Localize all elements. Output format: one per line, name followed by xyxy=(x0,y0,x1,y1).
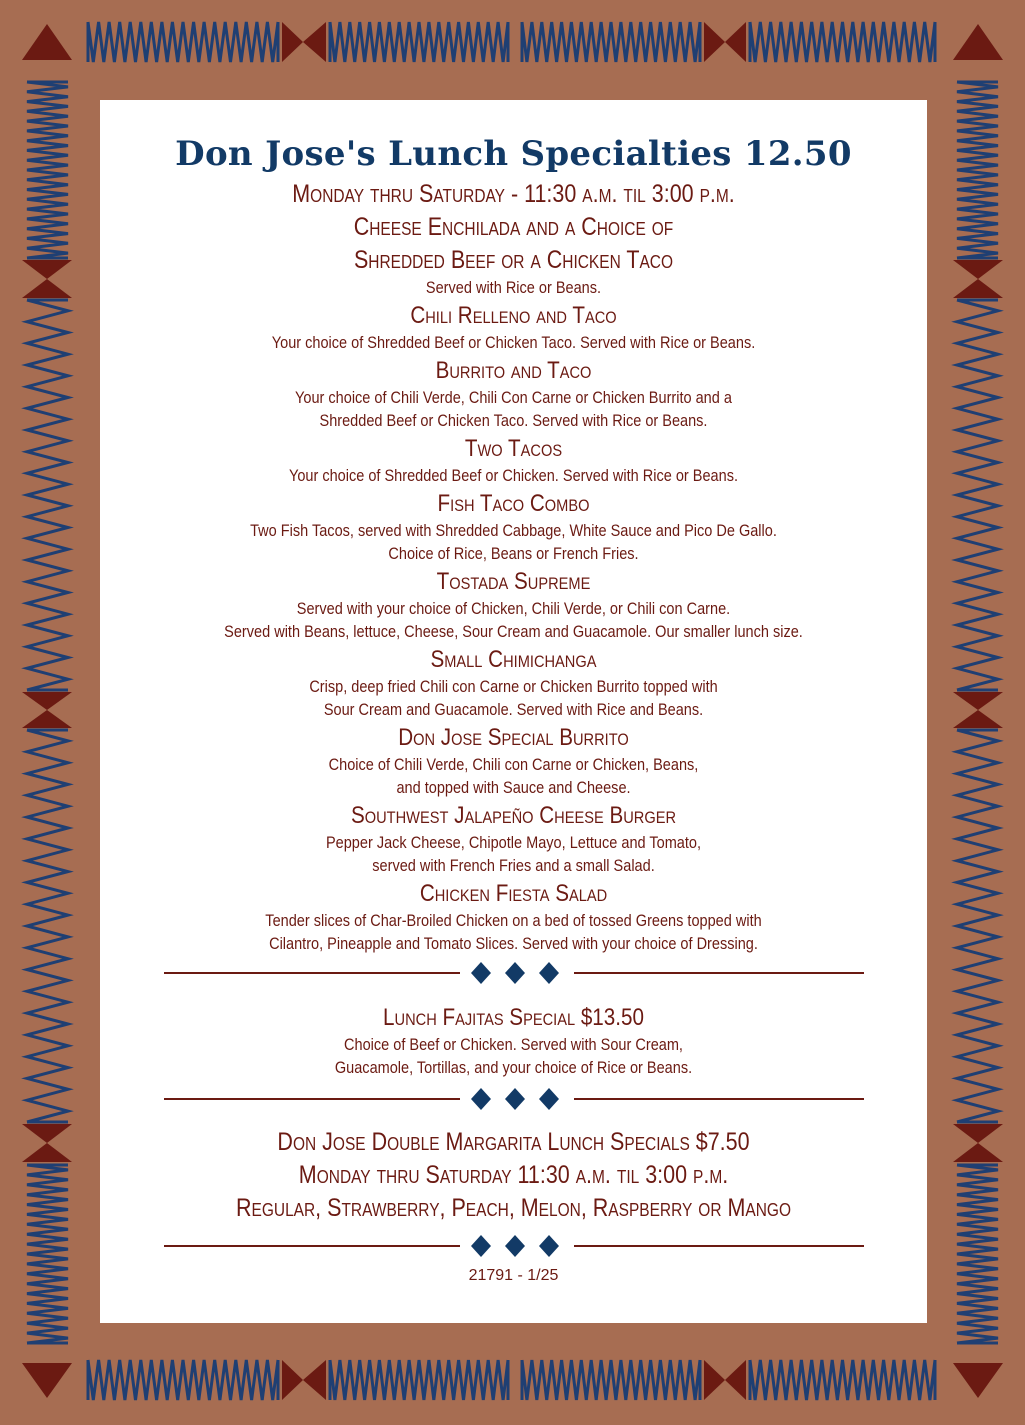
fajitas-desc-2: Guacamole, Tortillas, and your choice of Rice or Beans. xyxy=(334,1059,693,1077)
diamond-icon xyxy=(505,1235,525,1257)
fajitas-name: Lunch Fajitas Special $13.50 xyxy=(383,1004,644,1031)
menu-item xyxy=(100,566,927,644)
zigzag-band xyxy=(522,1360,700,1400)
intro-desc: Served with Rice or Beans. xyxy=(425,279,602,297)
menu-item-name: Chili Relleno and Taco xyxy=(410,302,617,329)
hours-line: Monday thru Saturday - 11:30 a.m. til 3:00 p.m. xyxy=(292,180,735,208)
menu-item-desc: Tender slices of Char-Broiled Chicken on a bed of tossed Greens topped with xyxy=(265,912,762,930)
triangle-icon xyxy=(725,1360,746,1400)
triangle-icon xyxy=(22,24,72,60)
divider xyxy=(164,1084,864,1114)
zigzag-band xyxy=(522,22,700,62)
menu-item-desc: Sour Cream and Guacamole. Served with Rice and Beans. xyxy=(323,701,704,719)
menu-item-desc: Your choice of Shredded Beef or Chicken. Served with Rice or Beans. xyxy=(288,467,739,485)
menu-item xyxy=(100,300,927,355)
triangle-icon xyxy=(22,710,72,728)
zigzag-band xyxy=(27,82,68,258)
divider xyxy=(164,1231,864,1261)
diamond-icon xyxy=(471,1235,491,1257)
menu-title: Don Jose's Lunch Specialties 12.50 xyxy=(175,134,852,174)
menu-items xyxy=(100,300,927,956)
zigzag-band xyxy=(27,730,68,1122)
triangle-icon xyxy=(704,1360,725,1400)
menu-item-desc: Two Fish Tacos, served with Shredded Cabbage, White Sauce and Pico De Gallo. xyxy=(250,522,777,540)
menu-item-desc: Choice of Chili Verde, Chili con Carne or Chicken, Beans, xyxy=(328,756,699,774)
zigzag-band xyxy=(750,1360,935,1400)
menu-item-desc: Your choice of Shredded Beef or Chicken Taco. Served with Rice or Beans. xyxy=(271,334,756,352)
diamond-icon xyxy=(505,962,525,984)
zigzag-band xyxy=(957,1165,998,1343)
fajitas-desc-1: Choice of Beef or Chicken. Served with Sour Cream, xyxy=(344,1036,683,1054)
menu-item xyxy=(100,722,927,800)
menu-item-desc: Choice of Rice, Beans or French Fries. xyxy=(388,545,639,563)
margarita-line-1: Don Jose Double Margarita Lunch Specials $7.50 xyxy=(277,1128,750,1156)
menu-item-desc: and topped with Sauce and Cheese. xyxy=(396,779,631,797)
triangle-icon xyxy=(704,22,725,62)
diamond-icon xyxy=(539,962,559,984)
triangle-icon xyxy=(953,1363,1003,1398)
zigzag-band xyxy=(27,1165,68,1343)
menu-item-desc: Pepper Jack Cheese, Chipotle Mayo, Lettuce and Tomato, xyxy=(325,834,702,852)
intro-line-1: Cheese Enchilada and a Choice of xyxy=(353,213,674,241)
menu-item-name: Don Jose Special Burrito xyxy=(398,724,629,751)
menu-item-desc: Shredded Beef or Chicken Taco. Served with Rice or Beans. xyxy=(319,412,708,430)
zigzag-band xyxy=(88,1360,278,1400)
menu-item-name: Burrito and Taco xyxy=(435,357,592,384)
diamond-icon xyxy=(539,1235,559,1257)
margarita-line-2: Monday thru Saturday 11:30 a.m. til 3:00 p.m. xyxy=(298,1161,729,1189)
triangle-icon xyxy=(282,1360,303,1400)
menu-item xyxy=(100,644,927,722)
triangle-icon xyxy=(22,279,72,298)
triangle-icon xyxy=(725,22,746,62)
diamond-icon xyxy=(471,1088,491,1110)
triangle-icon xyxy=(953,1124,1003,1143)
triangle-icon xyxy=(953,1143,1003,1162)
menu-code: 21791 - 1/25 xyxy=(468,1267,559,1284)
intro-line-2: Shredded Beef or a Chicken Taco xyxy=(353,246,674,274)
zigzag-band xyxy=(88,22,278,62)
menu-item-name: Tostada Supreme xyxy=(436,568,591,595)
diamond-icon xyxy=(471,962,491,984)
triangle-icon xyxy=(22,1124,72,1143)
zigzag-band xyxy=(957,82,998,258)
diamond-icon xyxy=(505,1088,525,1110)
menu-item-desc: Served with Beans, lettuce, Cheese, Sour Cream and Guacamole. Our smaller lunch size. xyxy=(224,623,803,641)
menu-item-desc: Served with your choice of Chicken, Chili Verde, or Chili con Carne. xyxy=(296,600,731,618)
diamond-icon xyxy=(539,1088,559,1110)
zigzag-band xyxy=(957,300,998,690)
triangle-icon xyxy=(303,1360,326,1400)
menu-item xyxy=(100,800,927,878)
menu-item-name: Two Tacos xyxy=(464,435,563,462)
menu-panel xyxy=(100,100,927,1323)
menu-item-desc: Crisp, deep fried Chili con Carne or Chicken Burrito topped with xyxy=(309,678,718,696)
triangle-icon xyxy=(953,692,1003,710)
menu-item-desc: served with French Fries and a small Salad. xyxy=(372,857,655,875)
menu-item xyxy=(100,433,927,488)
zigzag-band xyxy=(330,1360,508,1400)
divider xyxy=(164,958,864,988)
zigzag-band xyxy=(27,300,68,690)
triangle-icon xyxy=(953,260,1003,279)
menu-item-name: Fish Taco Combo xyxy=(437,490,590,517)
menu-item-desc: Your choice of Chili Verde, Chili Con Carne or Chicken Burrito and a xyxy=(295,389,732,407)
triangle-icon xyxy=(22,1143,72,1162)
triangle-icon xyxy=(953,710,1003,728)
triangle-icon xyxy=(22,692,72,710)
margarita-line-3: Regular, Strawberry, Peach, Melon, Raspberry or Mango xyxy=(236,1194,791,1222)
triangle-icon xyxy=(953,279,1003,298)
triangle-icon xyxy=(22,1363,72,1398)
triangle-icon xyxy=(282,22,303,62)
menu-item xyxy=(100,878,927,956)
menu-item xyxy=(100,488,927,566)
menu-item-name: Southwest Jalapeño Cheese Burger xyxy=(350,802,677,829)
triangle-icon xyxy=(303,22,326,62)
menu-item-desc: Cilantro, Pineapple and Tomato Slices. Served with your choice of Dressing. xyxy=(269,935,758,953)
menu-item xyxy=(100,355,927,433)
menu-item-name: Chicken Fiesta Salad xyxy=(419,880,608,907)
triangle-icon xyxy=(22,260,72,279)
zigzag-band xyxy=(750,22,935,62)
menu-item-name: Small Chimichanga xyxy=(430,646,597,673)
zigzag-band xyxy=(957,730,998,1122)
zigzag-band xyxy=(330,22,508,62)
triangle-icon xyxy=(953,24,1003,60)
